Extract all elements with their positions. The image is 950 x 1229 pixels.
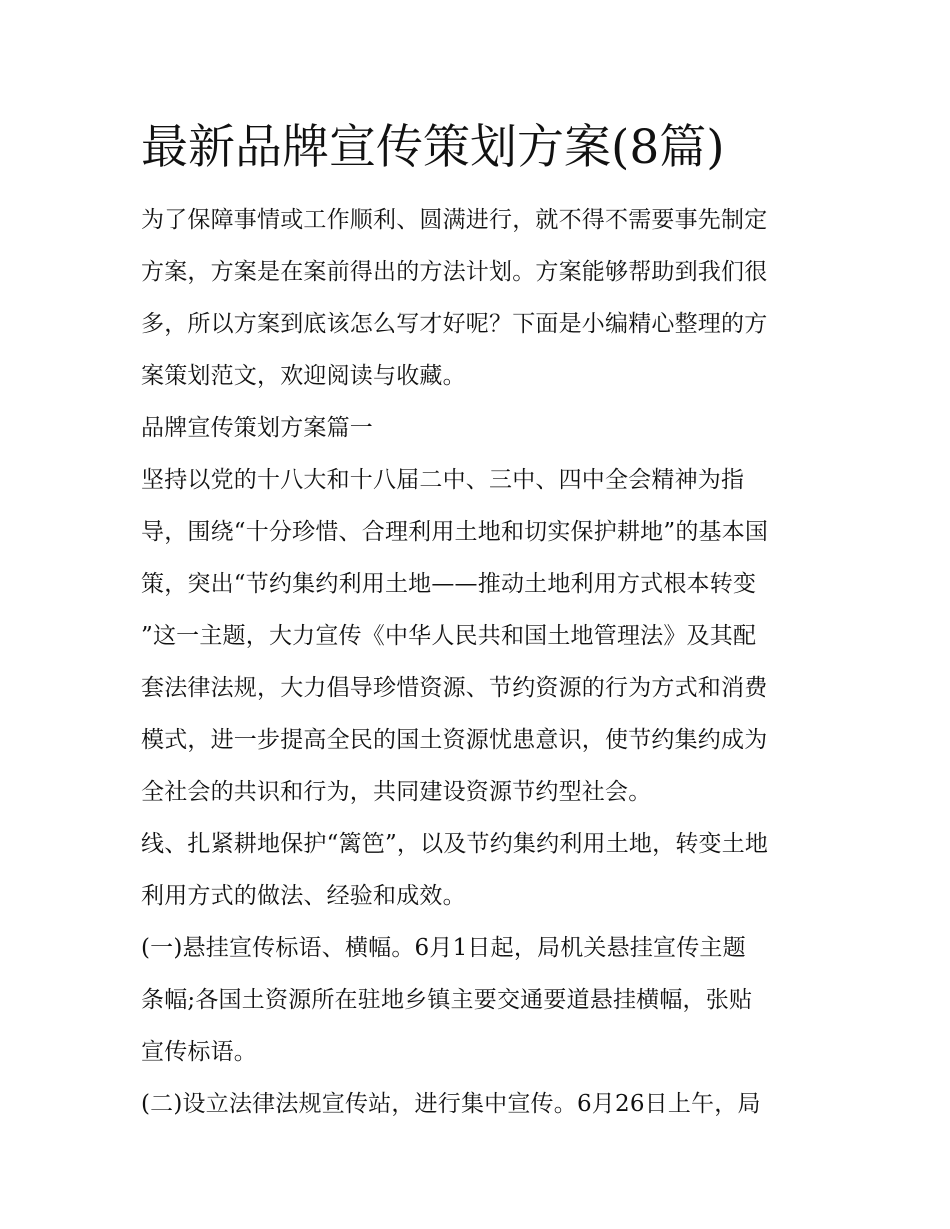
section-heading: 品牌宣传策划方案篇一 (141, 415, 373, 441)
text-line: 策，突出“节约集约利用土地——推动土地利用方式根本转变 (141, 571, 757, 597)
text-line: 多，所以方案到底该怎么写才好呢？下面是小编精心整理的方 (141, 311, 768, 337)
text-line: ”这一主题，大力宣传《中华人民共和国土地管理法》及其配 (141, 623, 757, 649)
text-line: 全社会的共识和行为，共同建设资源节约型社会。 (141, 779, 652, 805)
text-line: (一)悬挂宣传标语、横幅。6月1日起，局机关悬挂宣传主题 (141, 935, 746, 961)
text-line: 模式，进一步提高全民的国土资源忧患意识，使节约集约成为 (141, 727, 768, 753)
text-line: 线、扎紧耕地保护“篱笆”，以及节约集约利用土地，转变土地 (141, 831, 769, 857)
text-line: 宣传标语。 (141, 1039, 257, 1065)
text-line: 案策划范文，欢迎阅读与收藏。 (141, 363, 466, 389)
text-line: 为了保障事情或工作顺利、圆满进行，就不得不需要事先制定 (141, 207, 768, 233)
document-title: 最新品牌宣传策划方案(8篇) (141, 120, 725, 175)
text-line: 方案，方案是在案前得出的方法计划。方案能够帮助到我们很 (141, 259, 768, 285)
text-line: 利用方式的做法、经验和成效。 (141, 883, 466, 909)
text-line: 导，围绕“十分珍惜、合理利用土地和切实保护耕地”的基本国 (141, 519, 769, 545)
document-page (141, 112, 813, 1130)
document-body (141, 194, 813, 1130)
text-line: 条幅;各国土资源所在驻地乡镇主要交通要道悬挂横幅，张贴 (141, 987, 753, 1013)
text-line: 套法律法规，大力倡导珍惜资源、节约资源的行为方式和消费 (141, 675, 768, 701)
text-line: (二)设立法律法规宣传站，进行集中宣传。6月26日上午，局 (141, 1091, 761, 1117)
text-line: 坚持以党的十八大和十八届二中、三中、四中全会精神为指 (141, 467, 745, 493)
